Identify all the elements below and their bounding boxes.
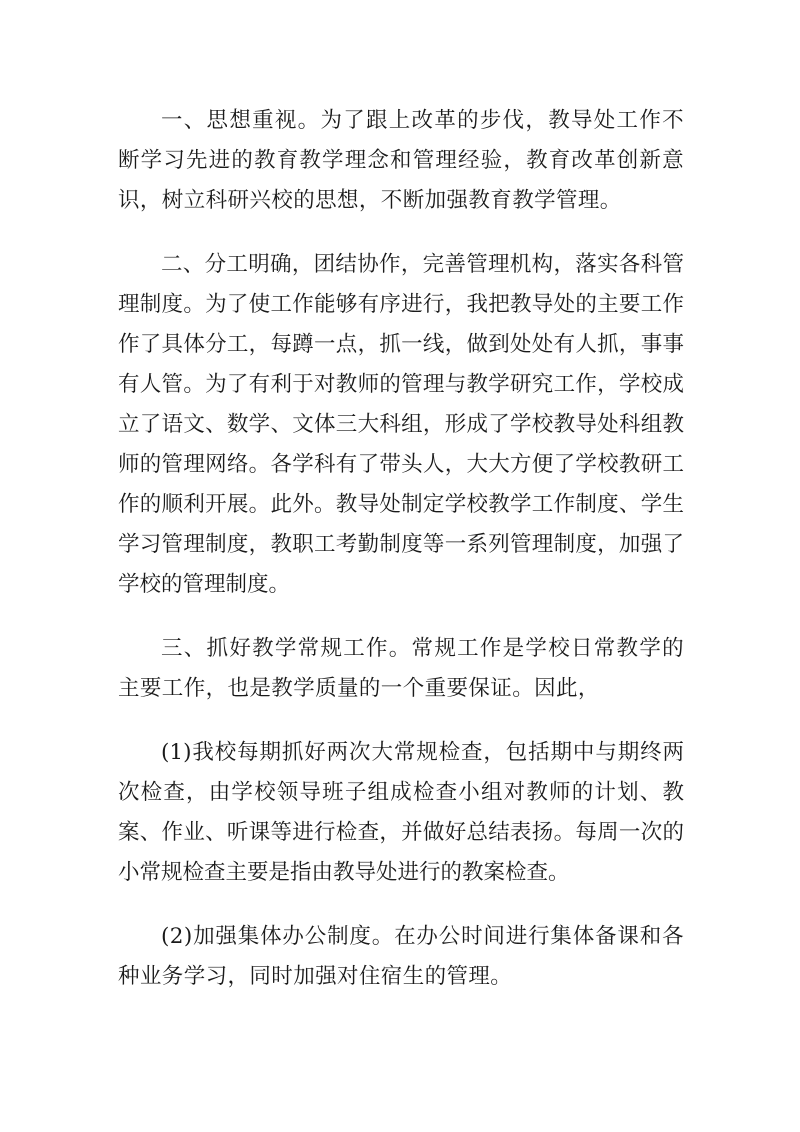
paragraph-collective-office: (2)加强集体办公制度。在办公时间进行集体备课和各种业务学习，同时加强对住宿生的管理。	[118, 924, 684, 989]
paragraph-teaching-routine: 三、抓好教学常规工作。常规工作是学校日常教学的主要工作，也是教学质量的一个重要保证。因此，	[118, 636, 684, 701]
document-page	[118, 101, 684, 1021]
paragraph-division-of-labor: 二、分工明确，团结协作，完善管理机构，落实各科管理制度。为了使工作能够有序进行，我把教导处的主要工作作了具体分工，每蹲一点，抓一线，做到处处有人抓，事事有人管。为了有利于对教师的管理与教学研究工作，学校成立了语文、数学、文体三大科组，形成了学校教导处科组教师的管理网络。各学科有了带头人，大大方便了学校教研工作的顺利开展。此外。教导处制定学校教学工作制度、学生学习管理制度，教职工考勤制度等一系列管理制度，加强了学校的管理制度。	[118, 252, 684, 597]
paragraph-routine-inspection: (1)我校每期抓好两次大常规检查，包括期中与期终两次检查，由学校领导班子组成检查小组对教师的计划、教案、作业、听课等进行检查，并做好总结表扬。每周一次的小常规检查主要是指由教导处进行的教案检查。	[118, 740, 684, 885]
paragraph-thinking-emphasis: 一、思想重视。为了跟上改革的步伐，教导处工作不断学习先进的教育教学理念和管理经验，教育改革创新意识，树立科研兴校的思想，不断加强教育教学管理。	[118, 108, 684, 213]
